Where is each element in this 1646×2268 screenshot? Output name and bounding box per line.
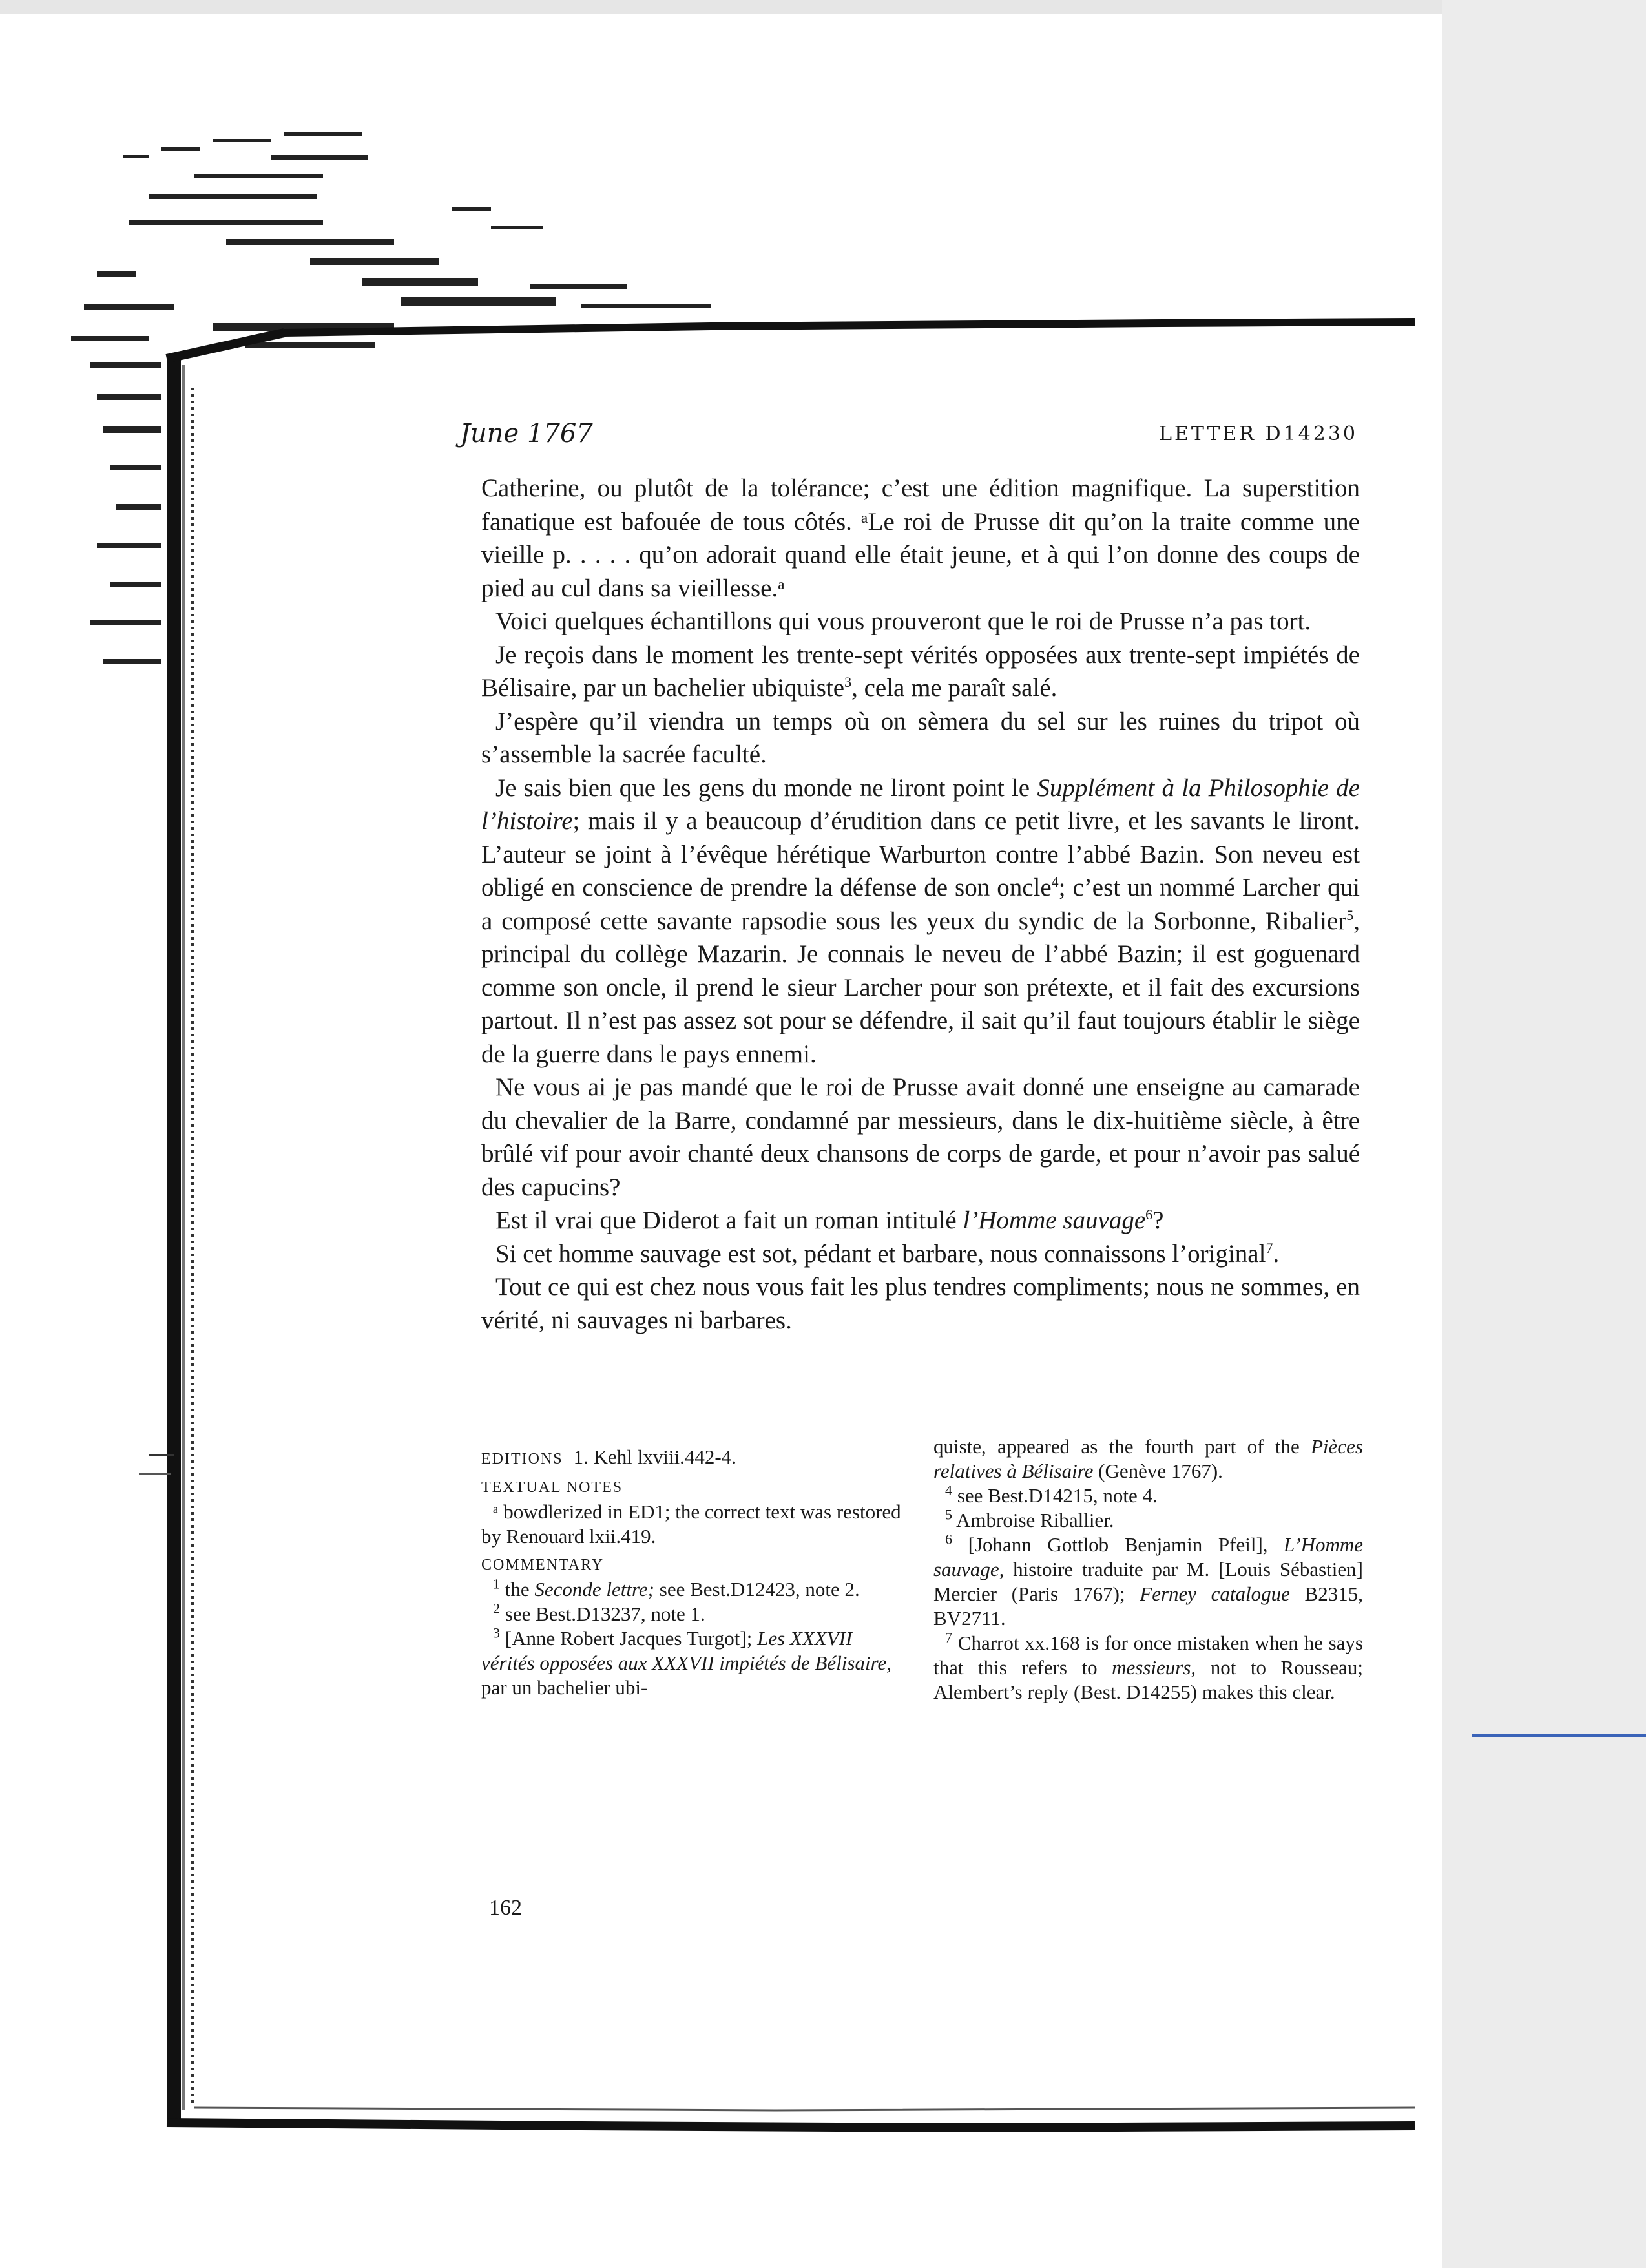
italic-title: Ferney catalogue (1140, 1582, 1290, 1605)
editions-text: 1. Kehl lxviii.442-4. (573, 1445, 736, 1468)
italic-title: l’Homme sauvage (963, 1206, 1146, 1234)
text: [Anne Robert Jacques Turgot]; (500, 1627, 758, 1650)
commentary-1 (481, 1577, 904, 1602)
text: Est il vrai que Diderot a fait un roman intitulé (495, 1206, 963, 1234)
text: Je sais bien que les gens du monde ne liront point le (495, 773, 1037, 802)
textual-note-a: ᵃ bowdlerized in ED1; the correct text was restored by Renouard lxii.419. (481, 1500, 901, 1548)
note-number: 6 (945, 1531, 952, 1548)
text: B2315, BV2711. (933, 1582, 1363, 1630)
paragraph-4: J’espère qu’il viendra un temps où on sèmera du sel sur les ruines du tripot où s’assemble la sacrée faculté. (481, 707, 1360, 768)
text: . (1273, 1239, 1280, 1268)
header-letter-number: LETTER D14230 (1159, 423, 1358, 445)
note-number: 5 (945, 1506, 952, 1523)
paragraph-2: Voici quelques échantillons qui vous prouveront que le roi de Prusse n’a pas tort. (495, 607, 1311, 635)
footnote-ref: 3 (844, 674, 852, 690)
footnote-ref: 4 (1051, 874, 1059, 890)
paragraph-6: Ne vous ai je pas mandé que le roi de Prusse avait donné une enseigne au camarade du chevalier de la Barre, condamné par messieurs, dans le dix-huitième siècle, à être brûlé vif pour avoir chanté deux chansons de corps de garde, et pour n’avoir pas salué des capucins? (481, 1073, 1360, 1201)
notes-column-right (933, 1434, 1363, 1705)
text: [Johann Gottlob Benjamin Pfeil], (952, 1533, 1284, 1556)
text: the (500, 1578, 535, 1601)
text: , principal du collège Mazarin. Je connais le neveu de l’abbé Bazin; il est goguenard comme son oncle, il prend le sieur Larcher pour son prétexte, et il fait des excursions partout. Il n’est pas assez sot pour se défendre, il sait qu’il faut toujours établir le siège de la guerre dans le pays ennemi. (481, 907, 1360, 1068)
note-number: 4 (945, 1482, 952, 1498)
italic-title: Supplément à la Philosophie de l’histoire (481, 773, 1360, 835)
footnote-ref: 5 (1346, 907, 1354, 923)
text: see Best.D13237, note 1. (500, 1602, 705, 1625)
editions-label: EDITIONS (481, 1451, 563, 1467)
textual-notes-label: TEXTUAL NOTES (481, 1479, 623, 1496)
footnote-ref: 7 (1266, 1239, 1273, 1256)
text: par un bachelier ubi- (481, 1676, 648, 1699)
paragraph-7 (481, 1204, 1360, 1237)
paragraph-1: Catherine, ou plutôt de la tolérance; c’est une édition magnifique. La superstition fanatique est bafouée de tous côtés. ᵃLe roi de Prusse dit qu’on la traite comme une vieille p. . . . . qu’on adorait quand elle était jeune, et à qui l’on donne des coups de pied au cul dans sa vieillesse.ᵃ (481, 474, 1360, 602)
commentary-3 (481, 1626, 904, 1700)
text: ; c’est un nommé Larcher qui a composé cette savante rapsodie sous les yeux du syndic de la Sorbonne, Ribalier (481, 874, 1360, 935)
paragraph-3 (481, 638, 1360, 705)
notes-column-left (481, 1445, 904, 1700)
paragraph-5 (481, 772, 1360, 1071)
commentary-5 (933, 1508, 1363, 1533)
text: Ambroise Riballier. (952, 1509, 1114, 1531)
italic-title: L’Homme sauvage, (933, 1533, 1363, 1580)
editions-line (481, 1445, 904, 1471)
text: see Best.D14215, note 4. (952, 1484, 1158, 1507)
commentary-3-continued (933, 1434, 1363, 1484)
paragraph-8 (481, 1237, 1360, 1271)
commentary-7 (933, 1631, 1363, 1705)
text: , cela me paraît salé. (851, 674, 1057, 702)
text: see Best.D12423, note 2. (654, 1578, 860, 1601)
header-date: June 1767 (460, 419, 593, 448)
text: ; mais il y a beaucoup d’érudition dans ce petit livre, et les savants le liront. L’auteur se joint à l’évêque hérétique Warburton contre l’abbé Bazin. Son neveu est obligé en conscience de prendre la défense de son oncle (481, 807, 1360, 901)
running-header (460, 419, 1358, 457)
text: ? (1152, 1206, 1164, 1234)
text: quiste, appeared as the fourth part of the (933, 1435, 1311, 1458)
note-number: 1 (493, 1575, 500, 1592)
italic-title: Pièces relatives à Bélisaire (933, 1435, 1363, 1482)
commentary-6 (933, 1533, 1363, 1631)
paragraph-9: Tout ce qui est chez nous vous fait les plus tendres compliments; nous ne sommes, en vérité, ni sauvages ni barbares. (481, 1273, 1360, 1334)
text: not to Rousseau; Alembert’s reply (Best. D14255) makes this clear. (933, 1656, 1363, 1703)
note-number: 2 (493, 1600, 500, 1617)
text: Charrot xx.168 is for once mistaken when he says that this refers to (933, 1632, 1363, 1679)
italic-title: messieurs, (1112, 1656, 1196, 1679)
letter-body (481, 472, 1360, 1337)
commentary-label: COMMENTARY (481, 1557, 605, 1573)
italic-title: Seconde lettre; (534, 1578, 654, 1601)
text: Si cet homme sauvage est sot, pédant et barbare, nous connaissons l’original (495, 1239, 1266, 1268)
note-number: 7 (945, 1629, 952, 1646)
text: Je reçois dans le moment les trente-sept vérités opposées aux trente-sept impiétés de Bélisaire, par un bachelier ubiquiste (481, 640, 1360, 702)
page-number: 162 (489, 1896, 522, 1920)
text: histoire traduite par M. [Louis Sébastien] Mercier (Paris 1767); (933, 1558, 1363, 1605)
italic-title: Les XXXVII vérités opposées aux XXXVII impiétés de Bélisaire, (481, 1627, 892, 1674)
text: (Genève 1767). (1093, 1460, 1223, 1482)
commentary-2 (481, 1602, 904, 1626)
commentary-4 (933, 1484, 1363, 1508)
note-number: 3 (493, 1624, 500, 1641)
footnote-ref: 6 (1145, 1206, 1153, 1223)
